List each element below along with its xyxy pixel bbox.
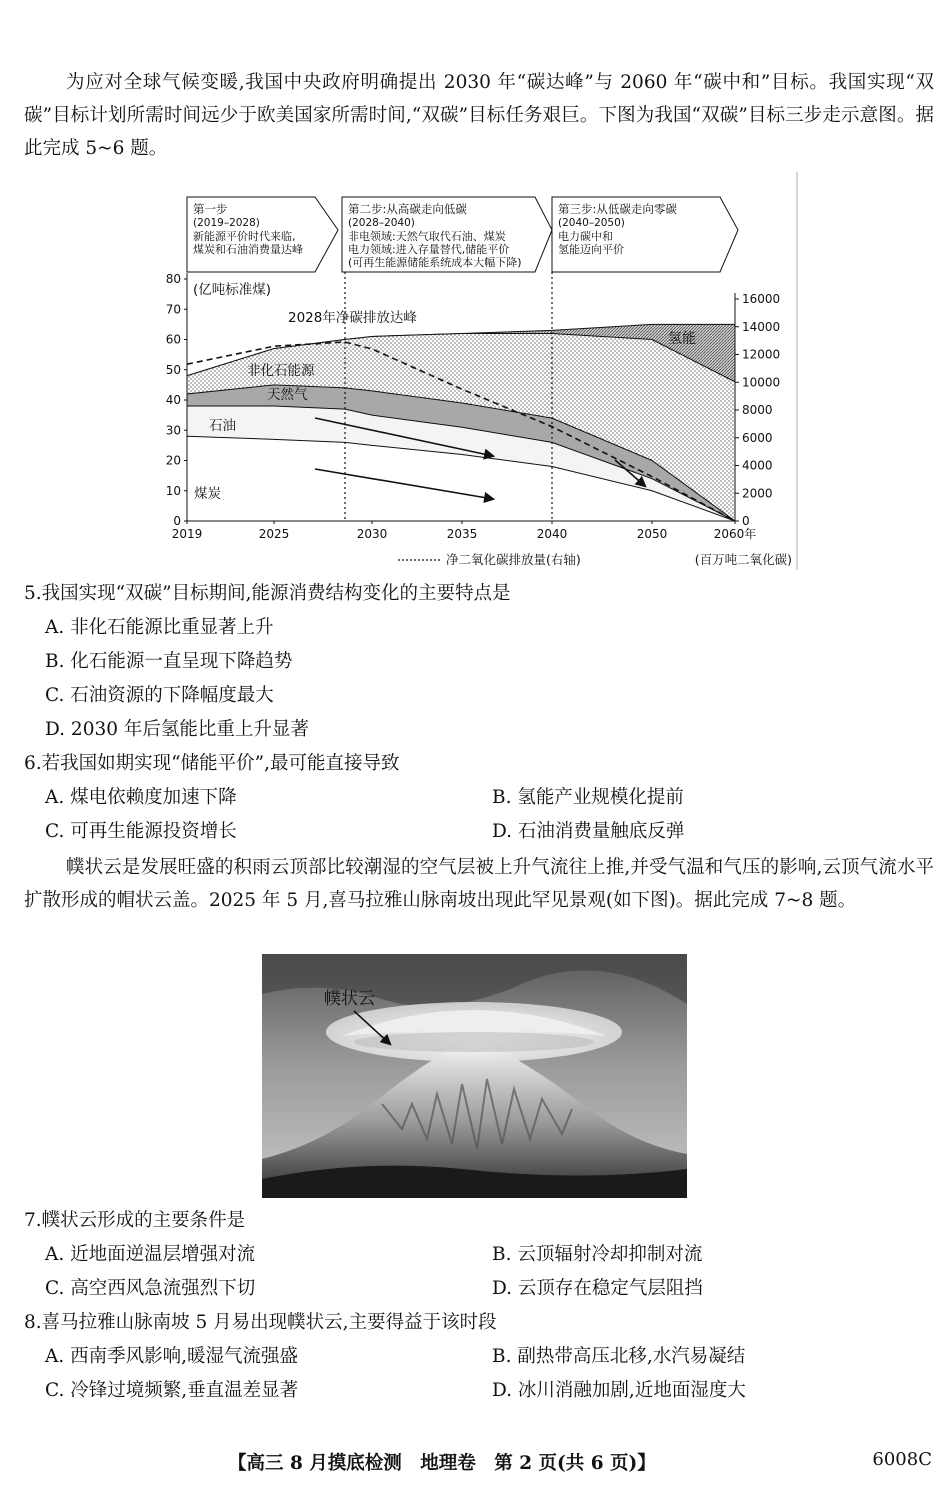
left-tick-label: 20: [165, 453, 181, 468]
q7-option-a[interactable]: A. 近地面逆温层增强对流: [45, 1244, 256, 1265]
page-footer: 【高三 8 月摸底检测 地理卷 第 2 页(共 6 页)】: [228, 1453, 656, 1474]
intro-paragraph-1: 为应对全球气候变暖,我国中央政府明确提出 2030 年“碳达峰”与 2060 年“碳中和”目标。我国实现“双碳”目标计划所需时间远少于欧美国家所需时间,“双碳”目标任务艰巨。下图为我国“双碳”目标三步走示意图。据此完成 5~6 题。: [24, 72, 934, 159]
q6-option-c[interactable]: C. 可再生能源投资增长: [45, 821, 237, 842]
step-years-3: (2040–2050): [558, 217, 625, 229]
q8-option-a[interactable]: A. 西南季风影响,暖湿气流强盛: [45, 1346, 299, 1367]
step-years-1: (2019–2028): [193, 217, 260, 229]
legend-label: 净二氧化碳排放量(右轴): [446, 552, 581, 567]
left-tick-label: 40: [165, 393, 181, 407]
step-line-1-1: 新能源平价时代来临,: [193, 230, 296, 243]
energy-areas: [187, 324, 735, 521]
right-tick-label: 0: [742, 514, 750, 528]
step-line-2-3: (可再生能源储能系统成本大幅下降): [348, 256, 522, 269]
step-line-3-2: 氢能迈向平价: [558, 243, 624, 256]
step-title-3: 第三步:从低碳走向零碳: [558, 202, 677, 216]
step-line-2-1: 非电领域:天然气取代石油、煤炭: [348, 230, 506, 243]
x-tick-label: 2030: [356, 527, 388, 541]
pileus-cloud-label: 幞状云: [324, 989, 375, 1009]
x-tick-label: 2040: [536, 527, 568, 541]
q5-option-b[interactable]: B. 化石能源一直呈现下降趋势: [45, 651, 293, 672]
q8-option-d[interactable]: D. 冰川消融加剧,近地面湿度大: [492, 1380, 746, 1401]
left-tick-label: 70: [165, 302, 181, 317]
x-tick-label: 2050: [636, 527, 668, 541]
q5-option-d[interactable]: D. 2030 年后氢能比重上升显著: [45, 719, 309, 740]
right-tick-label: 2000: [742, 486, 773, 501]
q8-stem: 8.喜马拉雅山脉南坡 5 月易出现幞状云,主要得益于该时段: [24, 1312, 497, 1333]
q8-option-c[interactable]: C. 冷锋过境频繁,垂直温差显著: [45, 1380, 299, 1401]
step-line-1-2: 煤炭和石油消费量达峰: [193, 243, 303, 256]
step-boxes: [187, 197, 738, 272]
right-axis-unit: (百万吨二氧化碳): [694, 552, 792, 567]
coal-label: 煤炭: [194, 486, 221, 502]
q7-option-d[interactable]: D. 云顶存在稳定气层阻挡: [492, 1278, 703, 1299]
step-title-1: 第一步: [193, 202, 228, 216]
step-title-2: 第二步:从高碳走向低碳: [348, 202, 467, 216]
q7-stem: 7.幞状云形成的主要条件是: [24, 1210, 246, 1231]
pileus-cloud-photo: [262, 954, 687, 1198]
step-line-3-1: 电力碳中和: [558, 230, 613, 243]
hydrogen-label: 氢能: [668, 331, 696, 347]
intro-paragraph-2: 幞状云是发展旺盛的积雨云顶部比较潮湿的空气层被上升气流往上推,并受气温和气压的影响,云顶气流水平扩散形成的帽状云盖。2025 年 5 月,喜马拉雅山脉南坡出现此罕见景观(如下图)。据此完成 7~8 题。: [24, 857, 934, 911]
right-tick-label: 6000: [742, 430, 773, 445]
x-tick-label: 2025: [258, 527, 290, 541]
oil-label: 石油: [209, 418, 236, 434]
right-tick-label: 8000: [742, 403, 773, 417]
q8-option-b[interactable]: B. 副热带高压北移,水汽易凝结: [492, 1346, 746, 1367]
q6-stem: 6.若我国如期实现“储能平价”,最可能直接导致: [24, 753, 400, 774]
q6-option-b[interactable]: B. 氢能产业规模化提前: [492, 787, 684, 808]
x-tick-label: 2060年: [713, 527, 757, 541]
left-tick-label: 30: [165, 423, 181, 438]
gas-label: 天然气: [267, 387, 308, 403]
right-tick-label: 10000: [742, 375, 781, 390]
right-tick-label: 14000: [742, 319, 781, 334]
q5-option-c[interactable]: C. 石油资源的下降幅度最大: [45, 685, 274, 706]
x-tick-label: 2035: [446, 527, 478, 541]
left-axis-unit: (亿吨标准煤): [193, 282, 272, 298]
x-tick-label: 2019: [171, 527, 203, 541]
right-tick-label: 4000: [742, 458, 773, 473]
peak-label: 2028年净碳排放达峰: [288, 310, 417, 326]
q5-stem: 5.我国实现“双碳”目标期间,能源消费结构变化的主要特点是: [24, 583, 511, 604]
left-tick-label: 50: [165, 362, 181, 377]
q7-option-c[interactable]: C. 高空西风急流强烈下切: [45, 1278, 256, 1299]
q7-option-b[interactable]: B. 云顶辐射冷却抑制对流: [492, 1244, 703, 1265]
q5-option-a[interactable]: A. 非化石能源比重显著上升: [45, 617, 274, 638]
right-tick-label: 12000: [742, 347, 781, 362]
left-tick-label: 80: [165, 272, 181, 286]
left-tick-label: 10: [165, 483, 181, 498]
right-tick-label: 16000: [742, 292, 781, 306]
nonfossil-label: 非化石能源: [247, 363, 315, 379]
left-tick-label: 0: [173, 514, 181, 528]
step-years-2: (2028–2040): [348, 217, 415, 229]
q6-option-d[interactable]: D. 石油消费量触底反弹: [492, 821, 685, 842]
paper-code: 6008C: [872, 1449, 932, 1470]
left-tick-label: 60: [165, 332, 181, 347]
q6-option-a[interactable]: A. 煤电依赖度加速下降: [45, 787, 237, 808]
dual-carbon-chart: [160, 168, 802, 574]
step-line-2-2: 电力领域:进入存量替代,储能平价: [348, 243, 510, 256]
